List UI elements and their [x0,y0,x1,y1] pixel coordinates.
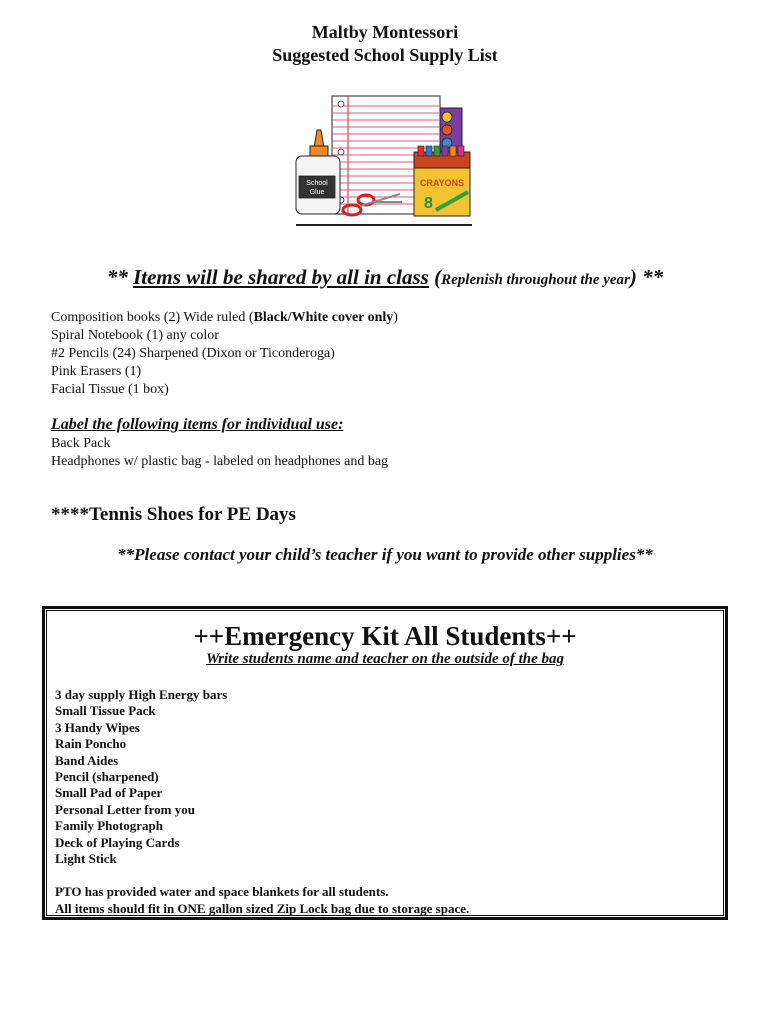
list-item: Small Pad of Paper [55,785,163,801]
shared-heading-main: Items will be shared by all in class [133,265,429,289]
list-item: Headphones w/ plastic bag - labeled on headphones and bag [51,454,389,469]
glue-label-line2: Glue [309,189,325,196]
list-item: Family Photograph [55,818,163,834]
shared-items-heading [0,265,770,290]
school-supplies-clipart [290,92,480,228]
glue-label-line1: School [306,180,328,187]
emergency-kit-box [42,606,728,920]
shared-items-list [51,309,398,399]
shared-heading-open: ( [428,265,442,289]
kit-note: All items should fit in ONE gallon sized Zip Lock bag due to storage space. [55,901,470,916]
list-item: Deck of Playing Cards [55,834,180,850]
shared-heading-prefix: ** [106,265,134,289]
individual-items-list [51,435,388,471]
tennis-shoes-note: ****Tennis Shoes for PE Days [51,504,296,525]
list-item: 3 Handy Wipes [55,719,140,735]
school-name: Maltby Montessori [311,22,459,42]
individual-items-heading: Label the following items for individual use: [51,416,344,433]
crayon-box-image [414,146,470,216]
list-item: Pink Erasers (1) [51,364,142,379]
list-item: 3 day supply High Energy bars [55,687,228,702]
crayons-count: 8 [424,195,433,212]
list-item: Pencil (sharpened) [55,769,159,785]
list-item: Composition books (2) Wide ruled (Black/White cover only) [51,310,398,325]
emergency-kit-title: ++Emergency Kit All Students++ [193,621,577,651]
emergency-kit-list [55,687,227,867]
contact-teacher-note: **Please contact your child’s teacher if you want to provide other supplies** [117,545,653,564]
page-title: Suggested School Supply List [272,45,498,65]
list-item: Personal Letter from you [55,801,195,817]
emergency-kit-subtitle: Write students name and teacher on the outside of the bag [205,651,565,667]
list-item: Band Aides [55,752,119,768]
list-item: Back Pack [51,436,111,451]
shared-heading-close: ) ** [629,265,664,289]
crayons-label: CRAYONS [419,178,465,188]
list-item: Spiral Notebook (1) any color [51,328,219,343]
list-item: #2 Pencils (24) Sharpened (Dixon or Ticonderoga) [51,346,335,361]
emergency-kit-notes [55,883,469,917]
kit-note: PTO has provided water and space blankets for all students. [55,884,389,899]
shared-heading-sub: Replenish throughout the year [441,272,630,288]
list-item: Rain Poncho [55,736,127,752]
list-item: Light Stick [55,851,117,867]
list-item: Small Tissue Pack [55,703,156,719]
list-item: Facial Tissue (1 box) [51,382,169,397]
